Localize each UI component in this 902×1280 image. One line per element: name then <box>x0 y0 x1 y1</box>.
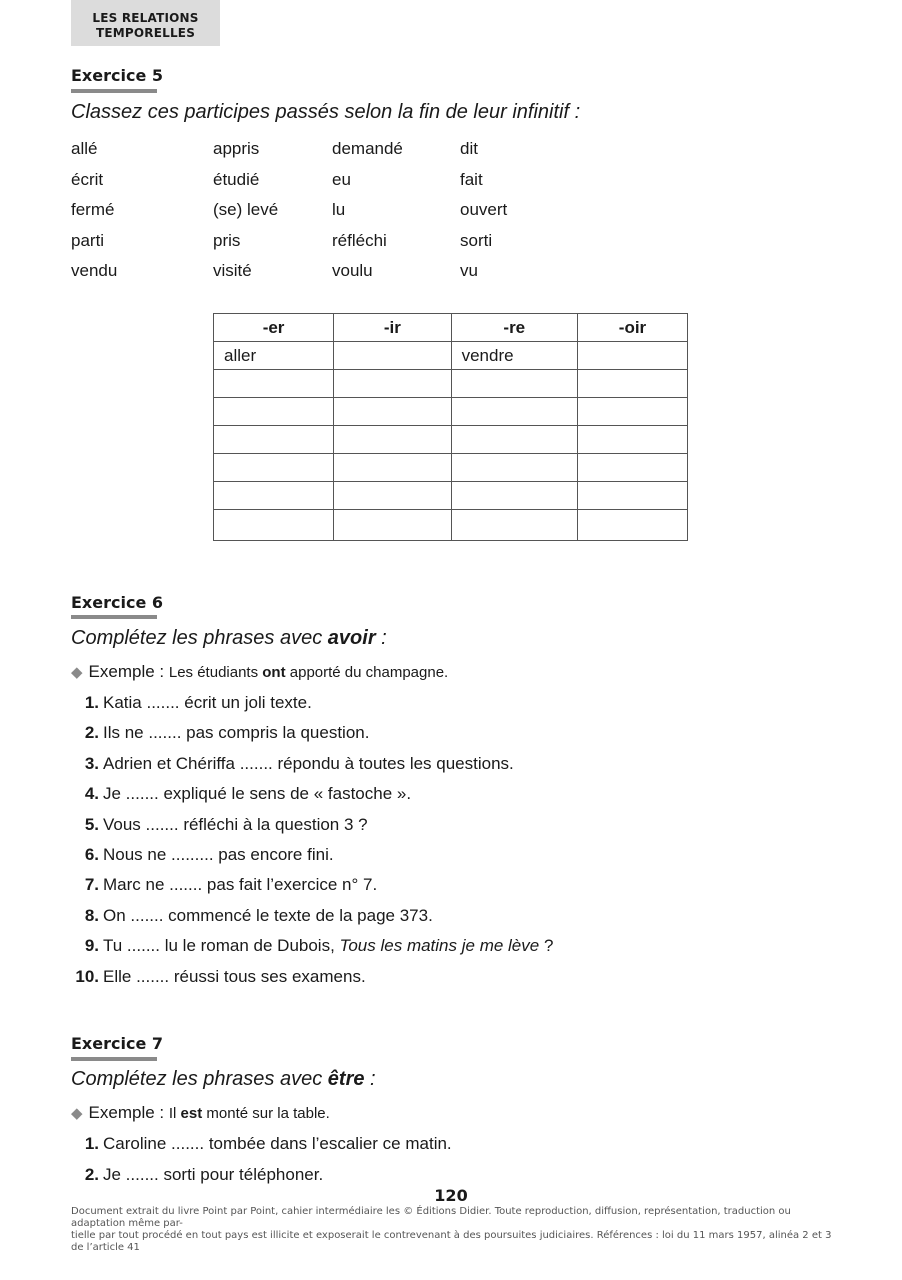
ex7-title: Exercice 7 <box>71 1034 163 1053</box>
table-cell <box>451 426 577 454</box>
table-cell <box>214 370 334 398</box>
participle-word: réfléchi <box>332 231 387 250</box>
sentence-item <box>71 723 369 743</box>
table-cell <box>334 510 451 541</box>
table-cell <box>577 454 687 482</box>
ex7-example-rest: monté sur la table. <box>202 1105 330 1122</box>
item-number: 4. <box>84 784 99 804</box>
table-cell: aller <box>214 342 334 370</box>
ex7-example-text: Il <box>168 1105 181 1122</box>
table-cell <box>577 370 687 398</box>
table-cell <box>334 482 451 510</box>
item-text: Caroline ....... tombée dans l’escalier ce matin. <box>103 1134 452 1153</box>
item-number: 6. <box>84 845 99 864</box>
table-cell <box>577 510 687 541</box>
footer-line1: Document extrait du livre Point par Point, cahier intermédiaire les © Éditions Didier. Toute reproduction, diffusion, représentation, traduction ou adaptation même par- <box>71 1206 791 1229</box>
participle-word: (se) levé <box>213 200 279 219</box>
item-number: 1. <box>84 693 99 712</box>
diamond-bullet-icon: ◆ <box>71 1105 83 1122</box>
item-number: 7. <box>84 875 99 895</box>
ex6-example-verb: ont <box>262 664 286 681</box>
item-text: Marc ne ....... pas fait l’exercice n° 7. <box>103 875 378 895</box>
item-number: 8. <box>84 905 99 925</box>
table-cell <box>334 370 451 398</box>
chapter-tag-line2: TEMPORELLES <box>95 26 196 40</box>
ex6-title-underline <box>71 615 157 619</box>
ex7-instruction-text: Complétez les phrases avec <box>71 1068 328 1090</box>
item-text: Je ....... expliqué le sens de « fastoche ». <box>103 784 412 804</box>
ex6-example <box>71 662 448 682</box>
ex7-instruction <box>71 1068 376 1091</box>
table-cell <box>451 398 577 426</box>
footer-line2: tielle par tout procédé en tout pays est illicite et exposerait le contrevenant à des poursuites judiciaires. Références : loi du 11 mars 1957, alinéa 2 et 3 de l’article 41 <box>71 1230 832 1253</box>
participle-word: voulu <box>332 261 373 280</box>
participle-word: allé <box>71 139 98 158</box>
participle-word: sorti <box>460 231 493 250</box>
chapter-tag-line1: LES RELATIONS <box>92 11 199 25</box>
sentence-item <box>71 845 334 865</box>
table-row <box>214 454 688 482</box>
sentence-item <box>71 936 553 956</box>
table-cell <box>334 454 451 482</box>
item-text: Tu ....... lu le roman de Dubois, <box>103 936 340 956</box>
table-cell <box>451 454 577 482</box>
book-title: Tous les matins je me lève <box>339 936 540 956</box>
item-number: 1. <box>84 1134 99 1153</box>
ex5-classification-table <box>213 313 688 541</box>
table-row <box>214 398 688 426</box>
sentence-item <box>71 1165 323 1185</box>
page-number: 120 <box>434 1186 468 1205</box>
item-text-end: ? <box>539 936 554 956</box>
diamond-bullet-icon: ◆ <box>71 664 83 681</box>
ex7-instruction-colon: : <box>364 1068 376 1090</box>
sentence-item <box>71 815 368 835</box>
table-row <box>214 426 688 454</box>
item-text: Adrien et Chériffa ....... répondu à toutes les questions. <box>103 753 514 773</box>
participle-word: vendu <box>71 261 118 280</box>
table-cell <box>334 342 451 370</box>
chapter-tag <box>71 0 220 46</box>
ex6-instruction-text: Complétez les phrases avec <box>71 627 328 649</box>
ex6-example-text: Les étudiants <box>168 664 263 681</box>
ex7-instruction-verb: être <box>327 1068 365 1090</box>
ex5-title-underline <box>71 89 157 93</box>
item-number: 5. <box>84 814 99 834</box>
sentence-item <box>71 693 312 713</box>
table-row <box>214 370 688 398</box>
table-header-cell: -er <box>214 314 334 342</box>
item-number: 3. <box>84 753 99 773</box>
participle-word: eu <box>332 170 351 189</box>
ex7-title-underline <box>71 1057 157 1061</box>
table-cell <box>577 342 687 370</box>
ex6-instruction-colon: : <box>375 627 387 649</box>
table-row <box>214 342 688 370</box>
participle-word: fermé <box>71 200 115 219</box>
ex5-instruction: Classez ces participes passés selon la fin de leur infinitif : <box>71 101 581 123</box>
table-cell <box>214 426 334 454</box>
table-cell <box>334 398 451 426</box>
table-header-cell: -re <box>451 314 577 342</box>
participle-word: écrit <box>71 170 104 189</box>
item-number: 10. <box>75 966 99 986</box>
table-cell <box>451 370 577 398</box>
table-cell <box>451 482 577 510</box>
item-number: 2. <box>84 1165 99 1184</box>
table-cell <box>577 482 687 510</box>
ex6-title: Exercice 6 <box>71 593 163 612</box>
table-header-cell: -oir <box>577 314 687 342</box>
participle-word: pris <box>213 231 241 250</box>
participle-word: vu <box>460 261 478 280</box>
table-row <box>214 510 688 541</box>
participle-word: dit <box>460 139 478 158</box>
table-row <box>214 482 688 510</box>
ex6-example-rest: apporté du champagne. <box>285 664 449 681</box>
table-header-cell: -ir <box>334 314 451 342</box>
table-cell <box>214 454 334 482</box>
table-cell <box>214 482 334 510</box>
sentence-item <box>71 967 366 987</box>
sentence-item <box>71 784 411 804</box>
ex6-example-label: Exemple : <box>88 662 169 681</box>
table-cell <box>214 510 334 541</box>
item-text: Vous ....... réfléchi à la question 3 ? <box>103 814 368 834</box>
table-cell <box>577 398 687 426</box>
item-text: Nous ne ......... pas encore fini. <box>103 845 334 864</box>
item-number: 9. <box>84 936 99 956</box>
participle-word: étudié <box>213 170 260 189</box>
ex7-example-verb: est <box>180 1105 203 1122</box>
sentence-item <box>71 754 514 774</box>
sentence-item <box>71 875 377 895</box>
table-cell <box>214 398 334 426</box>
item-number: 2. <box>84 723 99 743</box>
item-text: On ....... commencé le texte de la page 373. <box>103 905 433 925</box>
item-text: Je ....... sorti pour téléphoner. <box>103 1165 324 1184</box>
item-text: Elle ....... réussi tous ses examens. <box>103 966 366 986</box>
participle-word: lu <box>332 200 346 219</box>
sentence-item <box>71 1134 452 1154</box>
participle-word: ouvert <box>460 200 508 219</box>
sentence-item <box>71 906 433 926</box>
table-cell <box>451 510 577 541</box>
participle-word: parti <box>71 231 105 250</box>
table-cell: vendre <box>451 342 577 370</box>
participle-word: demandé <box>332 139 403 158</box>
ex5-title: Exercice 5 <box>71 66 163 85</box>
copyright-footer <box>71 1206 841 1254</box>
ex7-example <box>71 1103 330 1123</box>
participle-word: fait <box>460 170 483 189</box>
ex6-instruction-verb: avoir <box>327 627 376 649</box>
participle-word: appris <box>213 139 260 158</box>
ex6-instruction <box>71 627 387 650</box>
item-text: Ils ne ....... pas compris la question. <box>103 723 370 743</box>
table-cell <box>334 426 451 454</box>
ex7-example-label: Exemple : <box>88 1103 169 1122</box>
participle-word: visité <box>213 261 252 280</box>
item-text: Katia ....... écrit un joli texte. <box>103 693 312 712</box>
table-cell <box>577 426 687 454</box>
